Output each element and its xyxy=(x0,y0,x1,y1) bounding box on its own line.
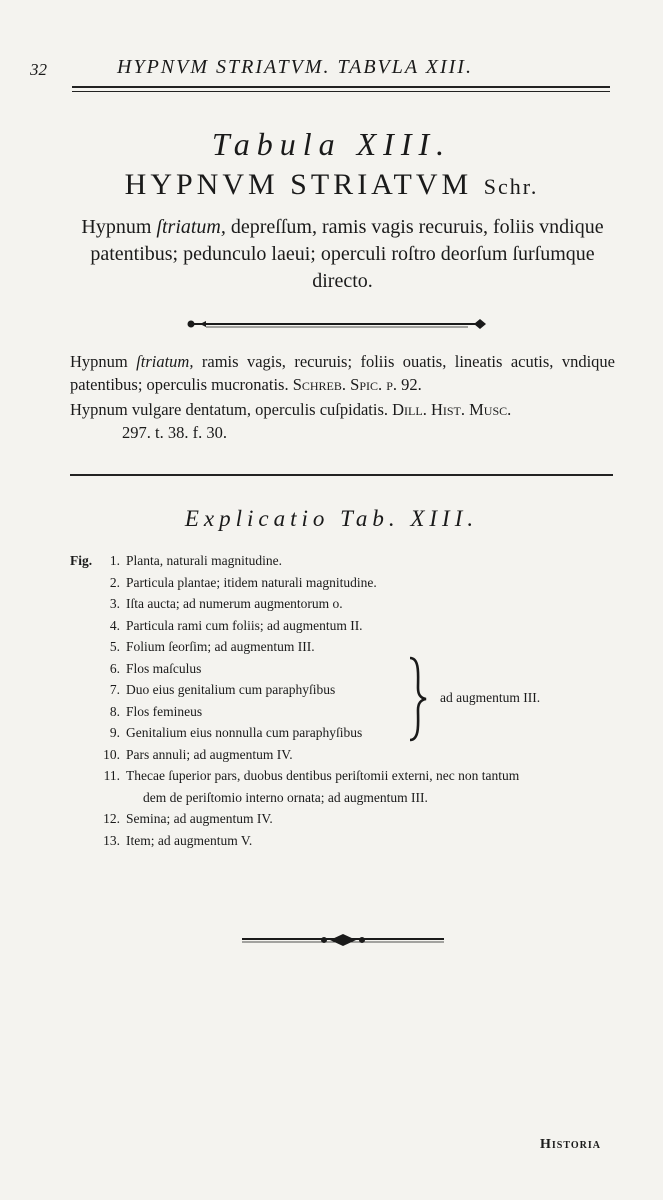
fig-number: 7. xyxy=(109,682,120,697)
species-title xyxy=(0,168,663,202)
fig-item xyxy=(70,658,615,680)
header-rule-thin xyxy=(72,91,610,92)
synonym-2-text: Hypnum vulgare dentatum, operculis cuſpidatis. xyxy=(70,400,389,419)
fig-text: Item; ad augmentum V. xyxy=(126,832,253,848)
brace xyxy=(404,656,428,742)
fig-number: 11. xyxy=(103,768,120,783)
fig-text-continuation: dem de periſtomio interno ornata; ad augmentum III. xyxy=(143,789,428,805)
fig-number: 2. xyxy=(109,574,120,590)
synonym-2-citation: Dill. Hiſt. Muſc. xyxy=(392,400,512,419)
fig-item xyxy=(70,830,615,852)
fig-number: 10. xyxy=(103,746,120,762)
brace-note: ad augmentum III. xyxy=(440,690,541,705)
fig-item-continuation xyxy=(70,787,615,809)
fig-item xyxy=(70,636,615,658)
fig-number: 1. xyxy=(109,553,120,568)
fig-item xyxy=(70,615,615,637)
diagnosis xyxy=(70,214,615,295)
fig-item xyxy=(70,765,615,787)
ornamental-rule-bottom xyxy=(240,932,446,948)
fig-item xyxy=(70,744,615,766)
header-rule xyxy=(72,86,610,88)
fig-item xyxy=(70,808,615,830)
fig-text: Iſta aucta; ad numerum augmentorum o. xyxy=(126,596,343,611)
fig-item xyxy=(70,722,615,744)
synonym-2 xyxy=(70,398,615,444)
fig-number: 5. xyxy=(109,639,120,654)
synonym-1-text: ramis vagis, recuruis; foliis ouatis, lineatis acutis, vndique patentibus; operculis mucronatis. xyxy=(70,352,616,394)
fig-text: Thecae ſuperior pars, duobus dentibus periſtomii externi, nec non tantum xyxy=(126,768,520,783)
fig-text: Flos femineus xyxy=(126,703,203,719)
fig-number: 13. xyxy=(103,832,120,848)
explicatio-heading: Explicatio Tab. XIII. xyxy=(184,506,479,531)
species-author: Schr. xyxy=(483,174,539,199)
fig-text: Folium ſeorſim; ad augmentum III. xyxy=(126,639,315,654)
fig-text: Semina; ad augmentum IV. xyxy=(126,811,273,826)
fig-text: Particula rami cum foliis; ad augmentum II. xyxy=(126,617,363,633)
synonym-1 xyxy=(70,350,615,396)
fig-text: Duo eius genitalium cum paraphyſibus xyxy=(126,682,336,697)
diagnosis-text: depreſſum, ramis vagis recuruis, foliis vndique patentibus; pedunculo laeui; operculi roſtro deorſum ſurſumque directo. xyxy=(90,216,604,292)
fig-text: Genitalium eius nonnulla cum paraphyſibus xyxy=(126,725,363,740)
synonym-2-continuation: 297. t. 38. f. 30. xyxy=(122,423,227,442)
section-rule xyxy=(70,474,613,476)
fig-text: Particula plantae; itidem naturali magnitudine. xyxy=(126,574,377,590)
fig-item xyxy=(70,550,615,572)
fig-number: 4. xyxy=(109,617,120,633)
fig-number: 6. xyxy=(109,660,120,676)
fig-number: 3. xyxy=(109,596,120,611)
plate-title: Tabula XIII. xyxy=(211,126,452,162)
species-name: HYPNVM STRIATVM xyxy=(124,168,473,201)
page-number: 32 xyxy=(30,60,47,79)
diagnosis-genus: Hypnum xyxy=(81,216,152,238)
fig-item xyxy=(70,593,615,615)
fig-text: Pars annuli; ad augmentum IV. xyxy=(126,746,293,762)
running-title: HYPNVM STRIATVM. TABVLA XIII. xyxy=(117,56,473,78)
synonym-1-genus: Hypnum xyxy=(70,352,128,371)
fig-prefix: Fig. xyxy=(70,553,93,568)
synonym-1-citation: Schreb. Spic. p. 92. xyxy=(292,375,422,394)
fig-item xyxy=(70,572,615,594)
diagnosis-epithet: ſtriatum, xyxy=(156,216,226,238)
ornamental-rule xyxy=(186,316,488,332)
fig-number: 8. xyxy=(109,703,120,719)
fig-number: 9. xyxy=(109,725,120,740)
catchword: Historia xyxy=(540,1137,601,1152)
fig-number: 12. xyxy=(103,811,120,826)
fig-text: Planta, naturali magnitudine. xyxy=(126,553,282,568)
fig-text: Flos maſculus xyxy=(126,660,202,676)
synonym-1-epithet: ſtriatum, xyxy=(136,352,194,371)
